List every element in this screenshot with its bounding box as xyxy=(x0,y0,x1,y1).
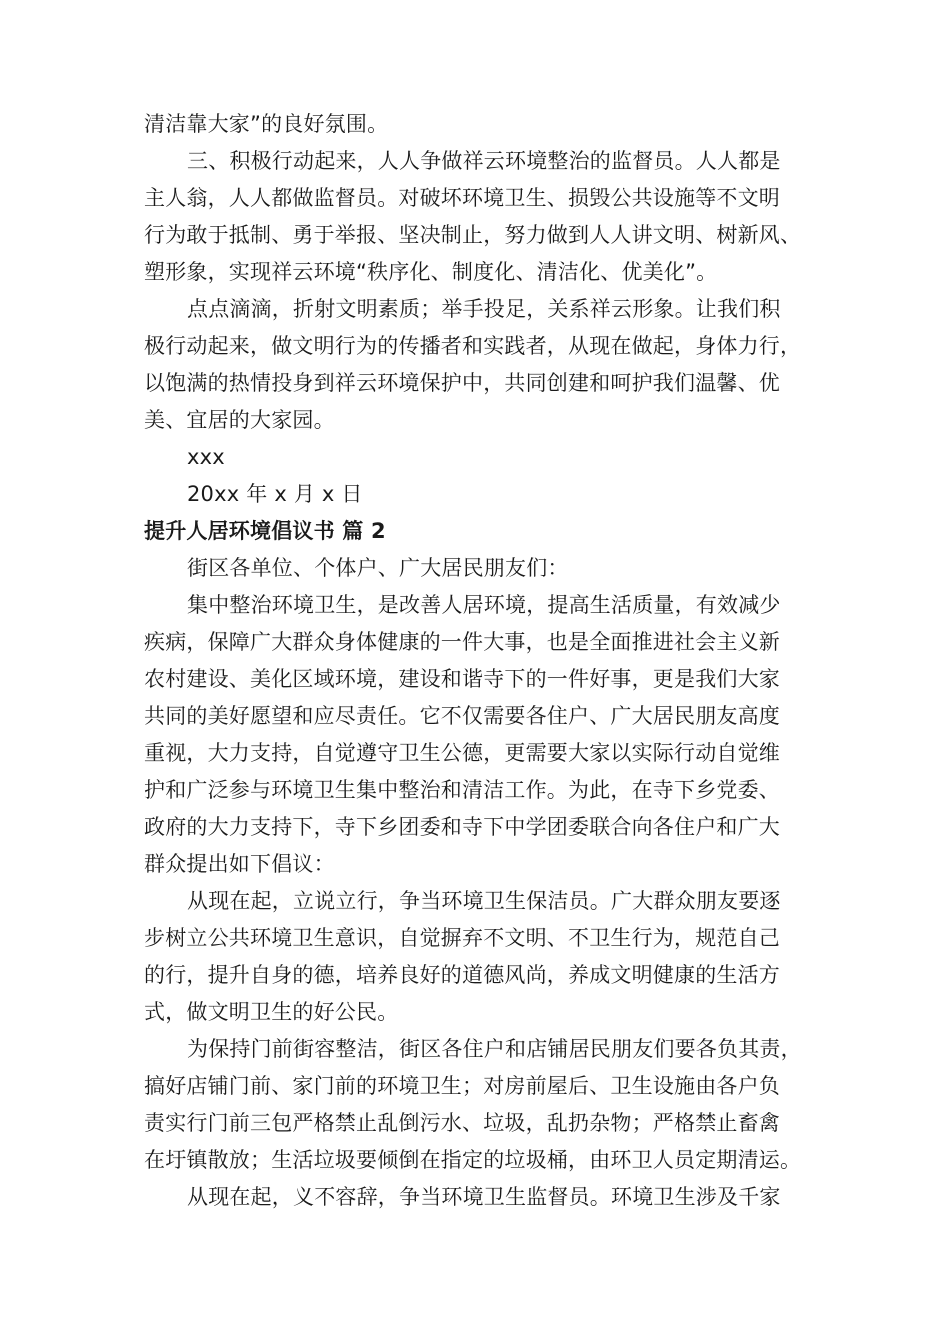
text-line: 行为敢于抵制、勇于举报、坚决制止，努力做到人人讲文明、树新风、 xyxy=(144,223,802,247)
text-line: 群众提出如下倡议： xyxy=(144,852,335,876)
salutation: 街区各单位、个体户、广大居民朋友们： xyxy=(187,556,569,580)
document-page xyxy=(144,106,834,1216)
text-line: 从现在起，义不容辞，争当环境卫生监督员。环境卫生涉及千家 xyxy=(187,1185,781,1209)
text-line: 主人翁，人人都做监督员。对破坏环境卫生、损毁公共设施等不文明 xyxy=(144,186,780,210)
text-line: 集中整治环境卫生，是改善人居环境，提高生活质量，有效减少 xyxy=(187,593,781,617)
text-line: 以饱满的热情投身到祥云环境保护中，共同创建和呵护我们温馨、优 xyxy=(144,371,780,395)
text-line: 点点滴滴，折射文明素质；举手投足，关系祥云形象。让我们积 xyxy=(187,297,781,321)
signature-date: 20xx 年 x 月 x 日 xyxy=(187,482,363,506)
text-line: 为保持门前街容整洁，街区各住户和店铺居民朋友们要各负其责， xyxy=(187,1037,802,1061)
text-line: 政府的大力支持下，寺下乡团委和寺下中学团委联合向各住户和广大 xyxy=(144,815,780,839)
text-line: 清洁靠大家”的良好氛围。 xyxy=(144,112,389,136)
text-line: 农村建设、美化区域环境，建设和谐寺下的一件好事，更是我们大家 xyxy=(144,667,780,691)
text-line: 在圩镇散放；生活垃圾要倾倒在指定的垃圾桶，由环卫人员定期清运。 xyxy=(144,1148,802,1172)
text-line: 极行动起来，做文明行为的传播者和实践者，从现在做起，身体力行， xyxy=(144,334,802,358)
text-line: 责实行门前三包严格禁止乱倒污水、垃圾，乱扔杂物；严格禁止畜禽 xyxy=(144,1111,780,1135)
text-line: 的行，提升自身的德，培养良好的道德风尚，养成文明健康的生活方 xyxy=(144,963,780,987)
text-line: 从现在起，立说立行，争当环境卫生保洁员。广大群众朋友要逐 xyxy=(187,889,781,913)
section-heading: 提升人居环境倡议书 篇 2 xyxy=(144,519,386,543)
text-line: 疾病，保障广大群众身体健康的一件大事，也是全面推进社会主义新 xyxy=(144,630,780,654)
text-line: 护和广泛参与环境卫生集中整治和清洁工作。为此，在寺下乡党委、 xyxy=(144,778,780,802)
text-line: 式，做文明卫生的好公民。 xyxy=(144,1000,399,1024)
text-line: 重视，大力支持，自觉遵守卫生公德，更需要大家以实际行动自觉维 xyxy=(144,741,780,765)
text-line: 三、积极行动起来，人人争做祥云环境整治的监督员。人人都是 xyxy=(187,149,781,173)
text-line: 美、宜居的大家园。 xyxy=(144,408,335,432)
text-line: 塑形象，实现祥云环境“秩序化、制度化、清洁化、优美化”。 xyxy=(144,260,718,284)
signature-name: xxx xyxy=(187,445,225,469)
text-line: 搞好店铺门前、家门前的环境卫生；对房前屋后、卫生设施由各户负 xyxy=(144,1074,780,1098)
text-line: 共同的美好愿望和应尽责任。它不仅需要各住户、广大居民朋友高度 xyxy=(144,704,780,728)
text-line: 步树立公共环境卫生意识，自觉摒弃不文明、不卫生行为，规范自己 xyxy=(144,926,780,950)
